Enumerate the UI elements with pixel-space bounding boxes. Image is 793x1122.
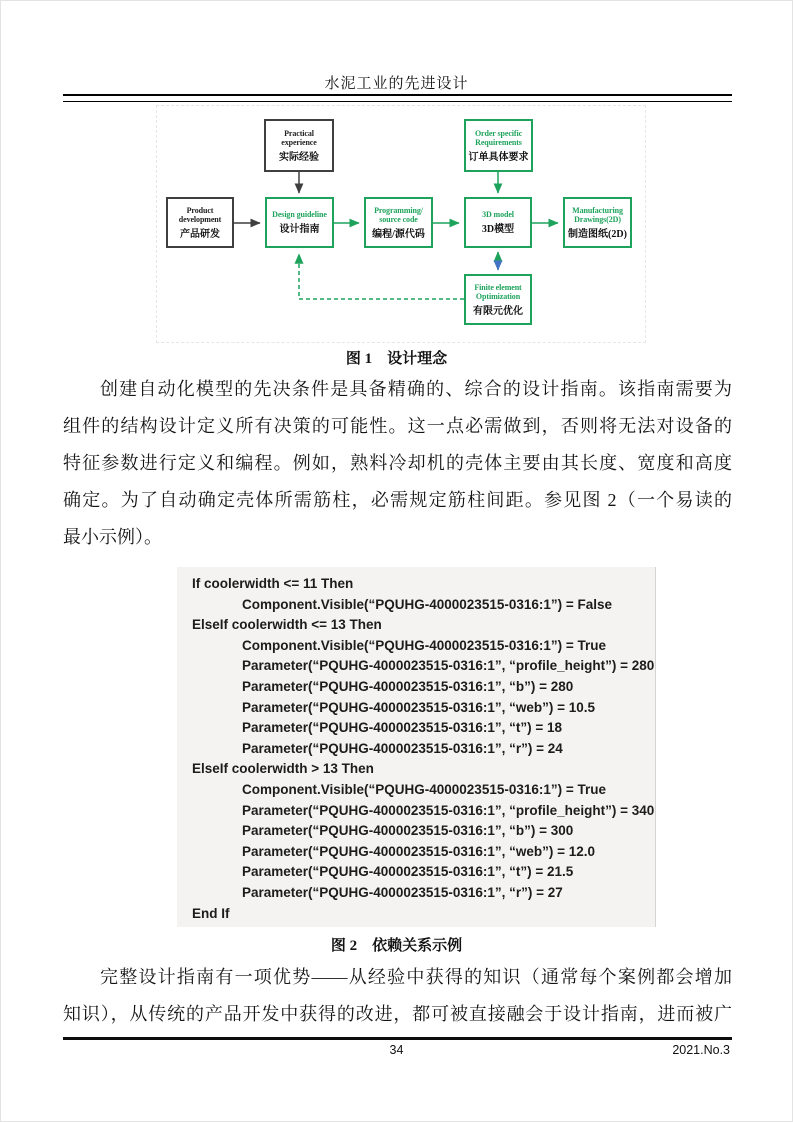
node-label-en: Programming/ source code [374,205,423,224]
flow-node-practical-experience [264,119,334,172]
code-line: Parameter(“PQUHG-4000023515-0316:1”, “t”) = 21.5 [242,864,574,880]
flow-node-manufacturing-drawings [563,197,632,248]
code-line: Parameter(“PQUHG-4000023515-0316:1”, “r”) = 24 [242,740,563,756]
code-line: Parameter(“PQUHG-4000023515-0316:1”, “web”) = 12.0 [242,843,596,859]
paragraph-line: 特征参数进行定义和编程。例如，熟料冷却机的壳体主要由其长度、宽度和高度 [63,453,732,473]
node-label-en: Design guideline [272,210,327,220]
node-label-en: Order specific Requirements [474,128,523,147]
paragraph-line: 组件的结构设计定义所有决策的可能性。这一点必需做到，否则将无法对设备的 [63,416,732,436]
code-line: If coolerwidth <= 11 Then [192,576,354,591]
flow-node-design-guideline [265,197,334,248]
figure2-caption: 图 2 依赖关系示例 [330,938,463,954]
header-double-rule [63,94,732,102]
code-line: Parameter(“PQUHG-4000023515-0316:1”, “r”) = 27 [242,884,563,900]
code-line: Parameter(“PQUHG-4000023515-0316:1”, “t”) = 18 [242,720,563,736]
flow-node-3d-model [464,197,532,248]
paragraph-1 [63,371,732,556]
code-line: Component.Visible(“PQUHG-4000023515-0316:1”) = True [242,781,607,797]
flow-node-order-specific-requirements [464,119,533,172]
page-header-title: 水泥工业的先进设计 [324,76,469,92]
figure2-code-screenshot [177,567,656,927]
paragraph-line: 确定。为了自动确定壳体所需筋柱，必需规定筋柱间距。参见图 2（一个易读的 [63,490,732,510]
node-label-zh: 制造图纸(2D) [568,228,627,240]
node-label-zh: 设计指南 [279,223,320,235]
node-label-zh: 编程/源代码 [372,228,425,240]
node-label-en: Product development [178,205,222,224]
node-label-en: Manufacturing Drawings(2D) [572,205,623,224]
figure1-flowchart [156,105,646,343]
flow-node-programming-source-code [364,197,433,248]
code-line: Parameter(“PQUHG-4000023515-0316:1”, “web”) = 10.5 [242,699,596,715]
node-label-zh: 3D模型 [481,223,515,235]
flow-node-product-development [166,197,234,248]
code-line: Parameter(“PQUHG-4000023515-0316:1”, “b”) = 300 [242,823,574,839]
node-label-zh: 订单具体要求 [468,151,529,163]
paragraph-line: 最小示例）。 [63,527,162,547]
node-label-en: Finite element Optimization [474,282,522,301]
code-line: Component.Visible(“PQUHG-4000023515-0316:1”) = True [242,637,607,653]
code-line: Parameter(“PQUHG-4000023515-0316:1”, “b”) = 280 [242,678,574,694]
footer-rule [63,1037,732,1040]
node-label-en: 3D model [482,210,514,220]
node-label-zh: 有限元优化 [473,305,523,317]
code-line: End If [192,905,230,921]
footer-issue-label: 2021.No.3 [672,1043,730,1057]
paragraph-line: 完整设计指南有一项优势——从经验中获得的知识（通常每个案例都会增加 [100,967,732,987]
code-line: ElseIf coolerwidth > 13 Then [192,761,374,777]
flow-node-finite-element-optimization [464,274,532,325]
node-label-zh: 实际经验 [279,151,319,163]
code-line: Component.Visible(“PQUHG-4000023515-0316:1”) = False [242,596,613,612]
paragraph-line: 创建自动化模型的先决条件是具备精确的、综合的设计指南。该指南需要为 [100,379,732,399]
code-line: Parameter(“PQUHG-4000023515-0316:1”, “profile_height”) = 340 [242,802,655,818]
code-line: ElseIf coolerwidth <= 13 Then [192,617,382,633]
node-label-en: Practical experience [281,128,317,147]
node-label-zh: 产品研发 [180,228,220,240]
code-line: Parameter(“PQUHG-4000023515-0316:1”, “profile_height”) = 280 [242,658,655,674]
paragraph-2 [63,959,732,1033]
paragraph-line: 知识），从传统的产品开发中获得的改进，都可被直接融会于设计指南，进而被广 [63,1004,732,1024]
figure1-caption: 图 1 设计理念 [345,351,448,367]
footer-page-number: 34 [389,1043,404,1057]
